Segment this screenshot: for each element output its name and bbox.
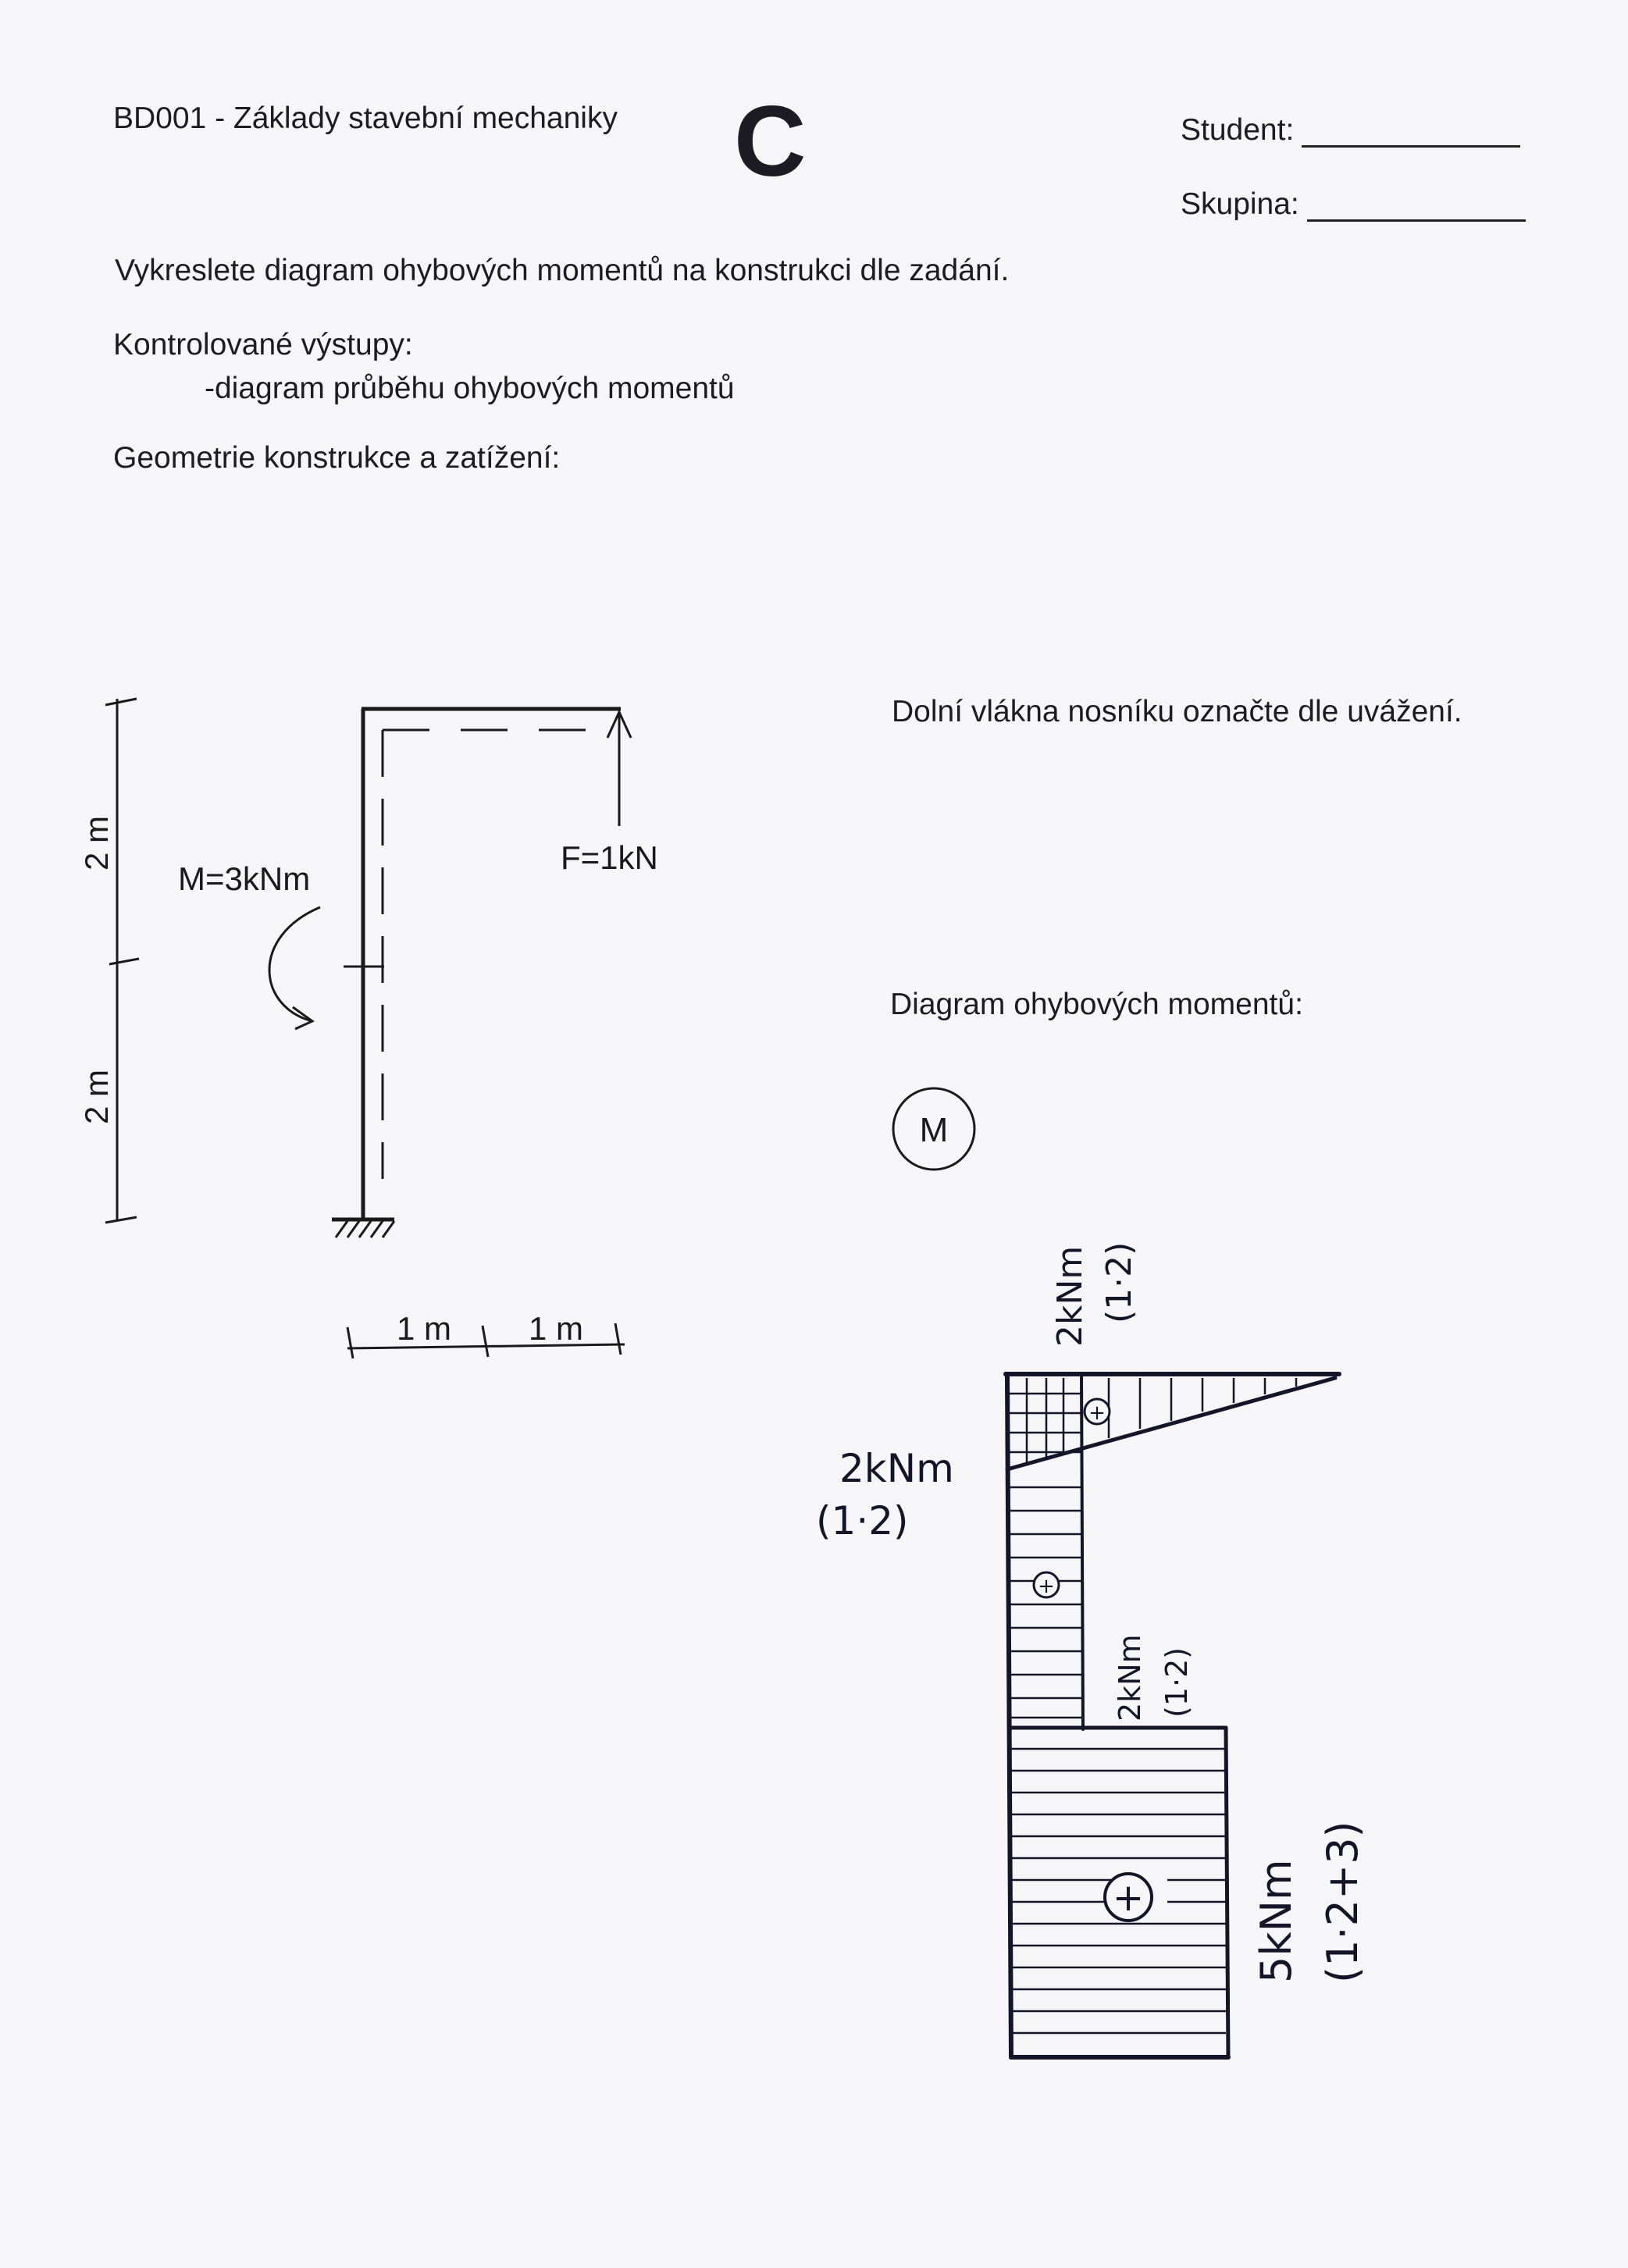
outputs-label: Kontrolované výstupy: bbox=[113, 328, 413, 361]
sign-mid bbox=[1034, 1572, 1059, 1598]
force-label: F=1kN bbox=[561, 839, 658, 876]
course-title: BD001 - Základy stavební mechaniky bbox=[113, 101, 618, 135]
dim-horizontal-left: 1 m bbox=[397, 1310, 452, 1347]
moment-label: M=3kNm bbox=[178, 860, 311, 897]
label-mid-value: 2kNm bbox=[1113, 1634, 1147, 1721]
task-text: Vykreslete diagram ohybových momentů na konstrukci dle zadání. bbox=[115, 254, 1010, 287]
sign-top-text: + bbox=[1088, 1401, 1106, 1425]
label-top-value: 2kNm bbox=[1050, 1245, 1090, 1347]
fibers-note: Dolní vlákna nosníku označte dle uvážení. bbox=[892, 695, 1462, 728]
group-label: Skupina: bbox=[1181, 187, 1299, 221]
label-bottom-calc: (1·2+3) bbox=[1318, 1821, 1367, 1983]
diagram-label: Diagram ohybových momentů: bbox=[890, 988, 1303, 1021]
variant-letter: C bbox=[734, 86, 807, 198]
dim-vertical-bottom: 2 m bbox=[78, 1069, 115, 1124]
dim-vertical-top: 2 m bbox=[78, 815, 115, 871]
student-label: Student: bbox=[1181, 113, 1295, 147]
label-left-calc: (1·2) bbox=[816, 1498, 909, 1543]
sign-bottom-text: + bbox=[1112, 1876, 1145, 1920]
geometry-label: Geometrie konstrukce a zatížení: bbox=[113, 441, 561, 475]
m-symbol bbox=[893, 1088, 974, 1170]
sign-mid-text: + bbox=[1038, 1575, 1055, 1598]
m-symbol-text: M bbox=[919, 1111, 949, 1149]
sign-bottom bbox=[1105, 1874, 1152, 1921]
sign-top bbox=[1085, 1399, 1110, 1425]
label-bottom-value: 5kNm bbox=[1252, 1859, 1301, 1983]
label-mid-calc: (1·2) bbox=[1160, 1647, 1194, 1718]
label-top-calc: (1·2) bbox=[1099, 1241, 1139, 1323]
dim-horizontal-right: 1 m bbox=[529, 1310, 584, 1347]
label-left-value: 2kNm bbox=[839, 1446, 954, 1491]
outputs-item: -diagram průběhu ohybových momentů bbox=[205, 372, 735, 405]
